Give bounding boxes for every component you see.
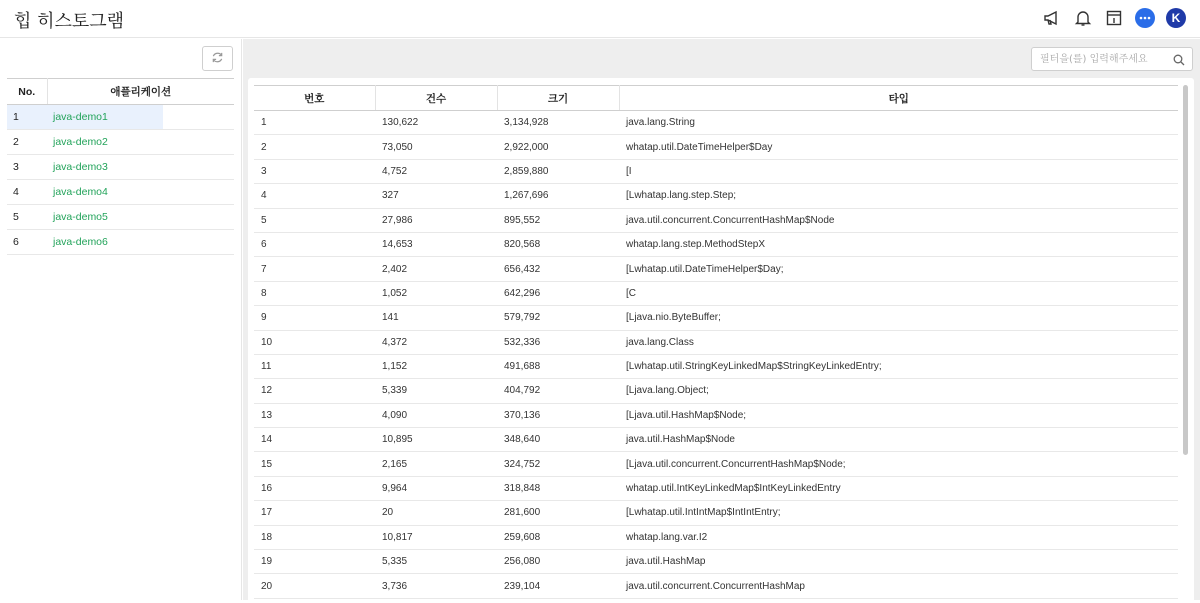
cell-type: [Lwhatap.util.DateTimeHelper$Day; — [619, 257, 1178, 281]
cell-size: 656,432 — [497, 257, 619, 281]
table-row[interactable] — [254, 452, 1178, 476]
app-name-cell[interactable] — [47, 130, 234, 155]
cell-number: 4 — [254, 184, 375, 208]
cell-type: [C — [619, 281, 1178, 305]
cell-type: [Lwhatap.lang.step.Step; — [619, 184, 1178, 208]
page-title: 힙 히스토그램 — [14, 11, 125, 32]
app-name[interactable]: java-demo5 — [53, 211, 108, 223]
table-row[interactable] — [254, 257, 1178, 281]
table-row[interactable] — [254, 403, 1178, 427]
cell-count: 9,964 — [375, 476, 497, 500]
cell-type: whatap.lang.step.MethodStepX — [619, 232, 1178, 256]
filter-input[interactable] — [1040, 48, 1170, 70]
cell-type: whatap.lang.var.I2 — [619, 525, 1178, 549]
cell-size: 318,848 — [497, 476, 619, 500]
cell-count: 10,817 — [375, 525, 497, 549]
table-row[interactable] — [254, 476, 1178, 500]
table-scrollbar[interactable] — [1183, 85, 1188, 455]
cell-size: 256,080 — [497, 550, 619, 574]
app-row[interactable] — [7, 105, 234, 130]
cell-size: 532,336 — [497, 330, 619, 354]
cell-size: 259,608 — [497, 525, 619, 549]
cell-number: 15 — [254, 452, 375, 476]
cell-type: java.util.concurrent.ConcurrentHashMap$Node — [619, 208, 1178, 232]
cell-count: 2,402 — [375, 257, 497, 281]
app-row[interactable] — [7, 230, 234, 255]
cell-type: whatap.util.DateTimeHelper$Day — [619, 135, 1178, 159]
cell-size: 2,922,000 — [497, 135, 619, 159]
table-row[interactable] — [254, 184, 1178, 208]
app-no: 4 — [7, 180, 47, 205]
app-name-cell[interactable] — [47, 180, 234, 205]
table-row[interactable] — [254, 135, 1178, 159]
cell-count: 73,050 — [375, 135, 497, 159]
megaphone-icon[interactable] — [1042, 8, 1062, 28]
cell-type: whatap.util.IntKeyLinkedMap$IntKeyLinkedEntry — [619, 476, 1178, 500]
cell-count: 1,052 — [375, 281, 497, 305]
bell-icon[interactable] — [1073, 8, 1093, 28]
app-name-cell[interactable] — [47, 105, 234, 130]
cell-size: 239,104 — [497, 574, 619, 598]
cell-type: [Ljava.util.HashMap$Node; — [619, 403, 1178, 427]
cell-count: 5,339 — [375, 379, 497, 403]
cell-type: [I — [619, 159, 1178, 183]
column-count[interactable]: 건수 — [375, 86, 497, 111]
cell-count: 327 — [375, 184, 497, 208]
histogram-table — [254, 85, 1178, 599]
app-name[interactable]: java-demo3 — [53, 161, 108, 173]
cell-size: 281,600 — [497, 501, 619, 525]
column-number[interactable]: 번호 — [254, 86, 375, 111]
application-table — [7, 78, 234, 255]
header-icons — [1042, 8, 1186, 28]
cell-count: 4,090 — [375, 403, 497, 427]
app-row[interactable] — [7, 180, 234, 205]
histogram-table-panel — [248, 78, 1194, 603]
cell-type: [Ljava.nio.ByteBuffer; — [619, 306, 1178, 330]
refresh-button[interactable] — [202, 46, 233, 71]
cell-type: [Ljava.lang.Object; — [619, 379, 1178, 403]
cell-count: 3,736 — [375, 574, 497, 598]
cell-number: 1 — [254, 111, 375, 135]
cell-size: 370,136 — [497, 403, 619, 427]
app-no: 6 — [7, 230, 47, 255]
cell-count: 5,335 — [375, 550, 497, 574]
cell-size: 2,859,880 — [497, 159, 619, 183]
cell-size: 404,792 — [497, 379, 619, 403]
app-name[interactable]: java-demo6 — [53, 236, 108, 248]
cell-count: 2,165 — [375, 452, 497, 476]
app-no: 5 — [7, 205, 47, 230]
cell-number: 8 — [254, 281, 375, 305]
application-panel — [0, 39, 242, 600]
cell-number: 7 — [254, 257, 375, 281]
table-row[interactable] — [254, 330, 1178, 354]
app-row[interactable] — [7, 130, 234, 155]
app-no: 2 — [7, 130, 47, 155]
cell-type: [Lwhatap.util.IntIntMap$IntIntEntry; — [619, 501, 1178, 525]
app-name[interactable]: java-demo1 — [47, 105, 163, 129]
cell-number: 2 — [254, 135, 375, 159]
cell-number: 16 — [254, 476, 375, 500]
cell-number: 20 — [254, 574, 375, 598]
column-type[interactable]: 타입 — [619, 86, 1178, 111]
cell-count: 4,752 — [375, 159, 497, 183]
cell-count: 141 — [375, 306, 497, 330]
cell-type: java.util.HashMap$Node — [619, 428, 1178, 452]
cell-size: 895,552 — [497, 208, 619, 232]
table-row[interactable] — [254, 574, 1178, 598]
cell-number: 12 — [254, 379, 375, 403]
app-name-cell[interactable] — [47, 230, 234, 255]
app-row[interactable] — [7, 205, 234, 230]
table-row[interactable] — [254, 208, 1178, 232]
cell-size: 1,267,696 — [497, 184, 619, 208]
table-row[interactable] — [254, 159, 1178, 183]
app-row[interactable] — [7, 155, 234, 180]
cell-count: 4,372 — [375, 330, 497, 354]
cell-number: 17 — [254, 501, 375, 525]
cell-number: 10 — [254, 330, 375, 354]
table-row[interactable] — [254, 306, 1178, 330]
cell-type: [Lwhatap.util.StringKeyLinkedMap$StringKeyLinkedEntry; — [619, 354, 1178, 378]
app-name-cell[interactable] — [47, 155, 234, 180]
cell-number: 14 — [254, 428, 375, 452]
cell-count: 20 — [375, 501, 497, 525]
cell-count: 10,895 — [375, 428, 497, 452]
chat-icon[interactable] — [1135, 8, 1155, 28]
cell-size: 348,640 — [497, 428, 619, 452]
app-name[interactable]: java-demo2 — [53, 136, 108, 148]
table-row[interactable] — [254, 354, 1178, 378]
table-row[interactable] — [254, 525, 1178, 549]
histogram-panel — [243, 39, 1200, 600]
cell-count: 27,986 — [375, 208, 497, 232]
table-row[interactable] — [254, 232, 1178, 256]
cell-number: 3 — [254, 159, 375, 183]
search-icon[interactable] — [1173, 53, 1185, 71]
cell-size: 642,296 — [497, 281, 619, 305]
calendar-icon[interactable] — [1104, 8, 1124, 28]
column-application[interactable]: 애플리케이션 — [47, 79, 234, 105]
cell-type: java.lang.String — [619, 111, 1178, 135]
cell-count: 14,653 — [375, 232, 497, 256]
column-no[interactable]: No. — [7, 79, 47, 105]
cell-number: 5 — [254, 208, 375, 232]
cell-number: 19 — [254, 550, 375, 574]
cell-count: 1,152 — [375, 354, 497, 378]
cell-size: 579,792 — [497, 306, 619, 330]
user-avatar[interactable]: K — [1166, 8, 1186, 28]
table-row[interactable] — [254, 501, 1178, 525]
cell-number: 6 — [254, 232, 375, 256]
app-no: 3 — [7, 155, 47, 180]
table-row[interactable] — [254, 281, 1178, 305]
table-row[interactable] — [254, 379, 1178, 403]
filter-box — [1031, 47, 1193, 71]
cell-size: 324,752 — [497, 452, 619, 476]
cell-count: 130,622 — [375, 111, 497, 135]
cell-size: 491,688 — [497, 354, 619, 378]
cell-type: java.lang.Class — [619, 330, 1178, 354]
cell-size: 3,134,928 — [497, 111, 619, 135]
top-header — [0, 0, 1200, 38]
refresh-icon — [211, 51, 224, 67]
cell-number: 18 — [254, 525, 375, 549]
app-no: 1 — [7, 105, 47, 130]
cell-size: 820,568 — [497, 232, 619, 256]
cell-number: 13 — [254, 403, 375, 427]
cell-type: java.util.concurrent.ConcurrentHashMap — [619, 574, 1178, 598]
cell-type: java.util.HashMap — [619, 550, 1178, 574]
cell-number: 11 — [254, 354, 375, 378]
cell-type: [Ljava.util.concurrent.ConcurrentHashMap$Node; — [619, 452, 1178, 476]
column-size[interactable]: 크기 — [497, 86, 619, 111]
table-row[interactable] — [254, 428, 1178, 452]
cell-number: 9 — [254, 306, 375, 330]
app-name[interactable]: java-demo4 — [53, 186, 108, 198]
table-row[interactable] — [254, 550, 1178, 574]
table-row[interactable] — [254, 111, 1178, 135]
app-name-cell[interactable] — [47, 205, 234, 230]
